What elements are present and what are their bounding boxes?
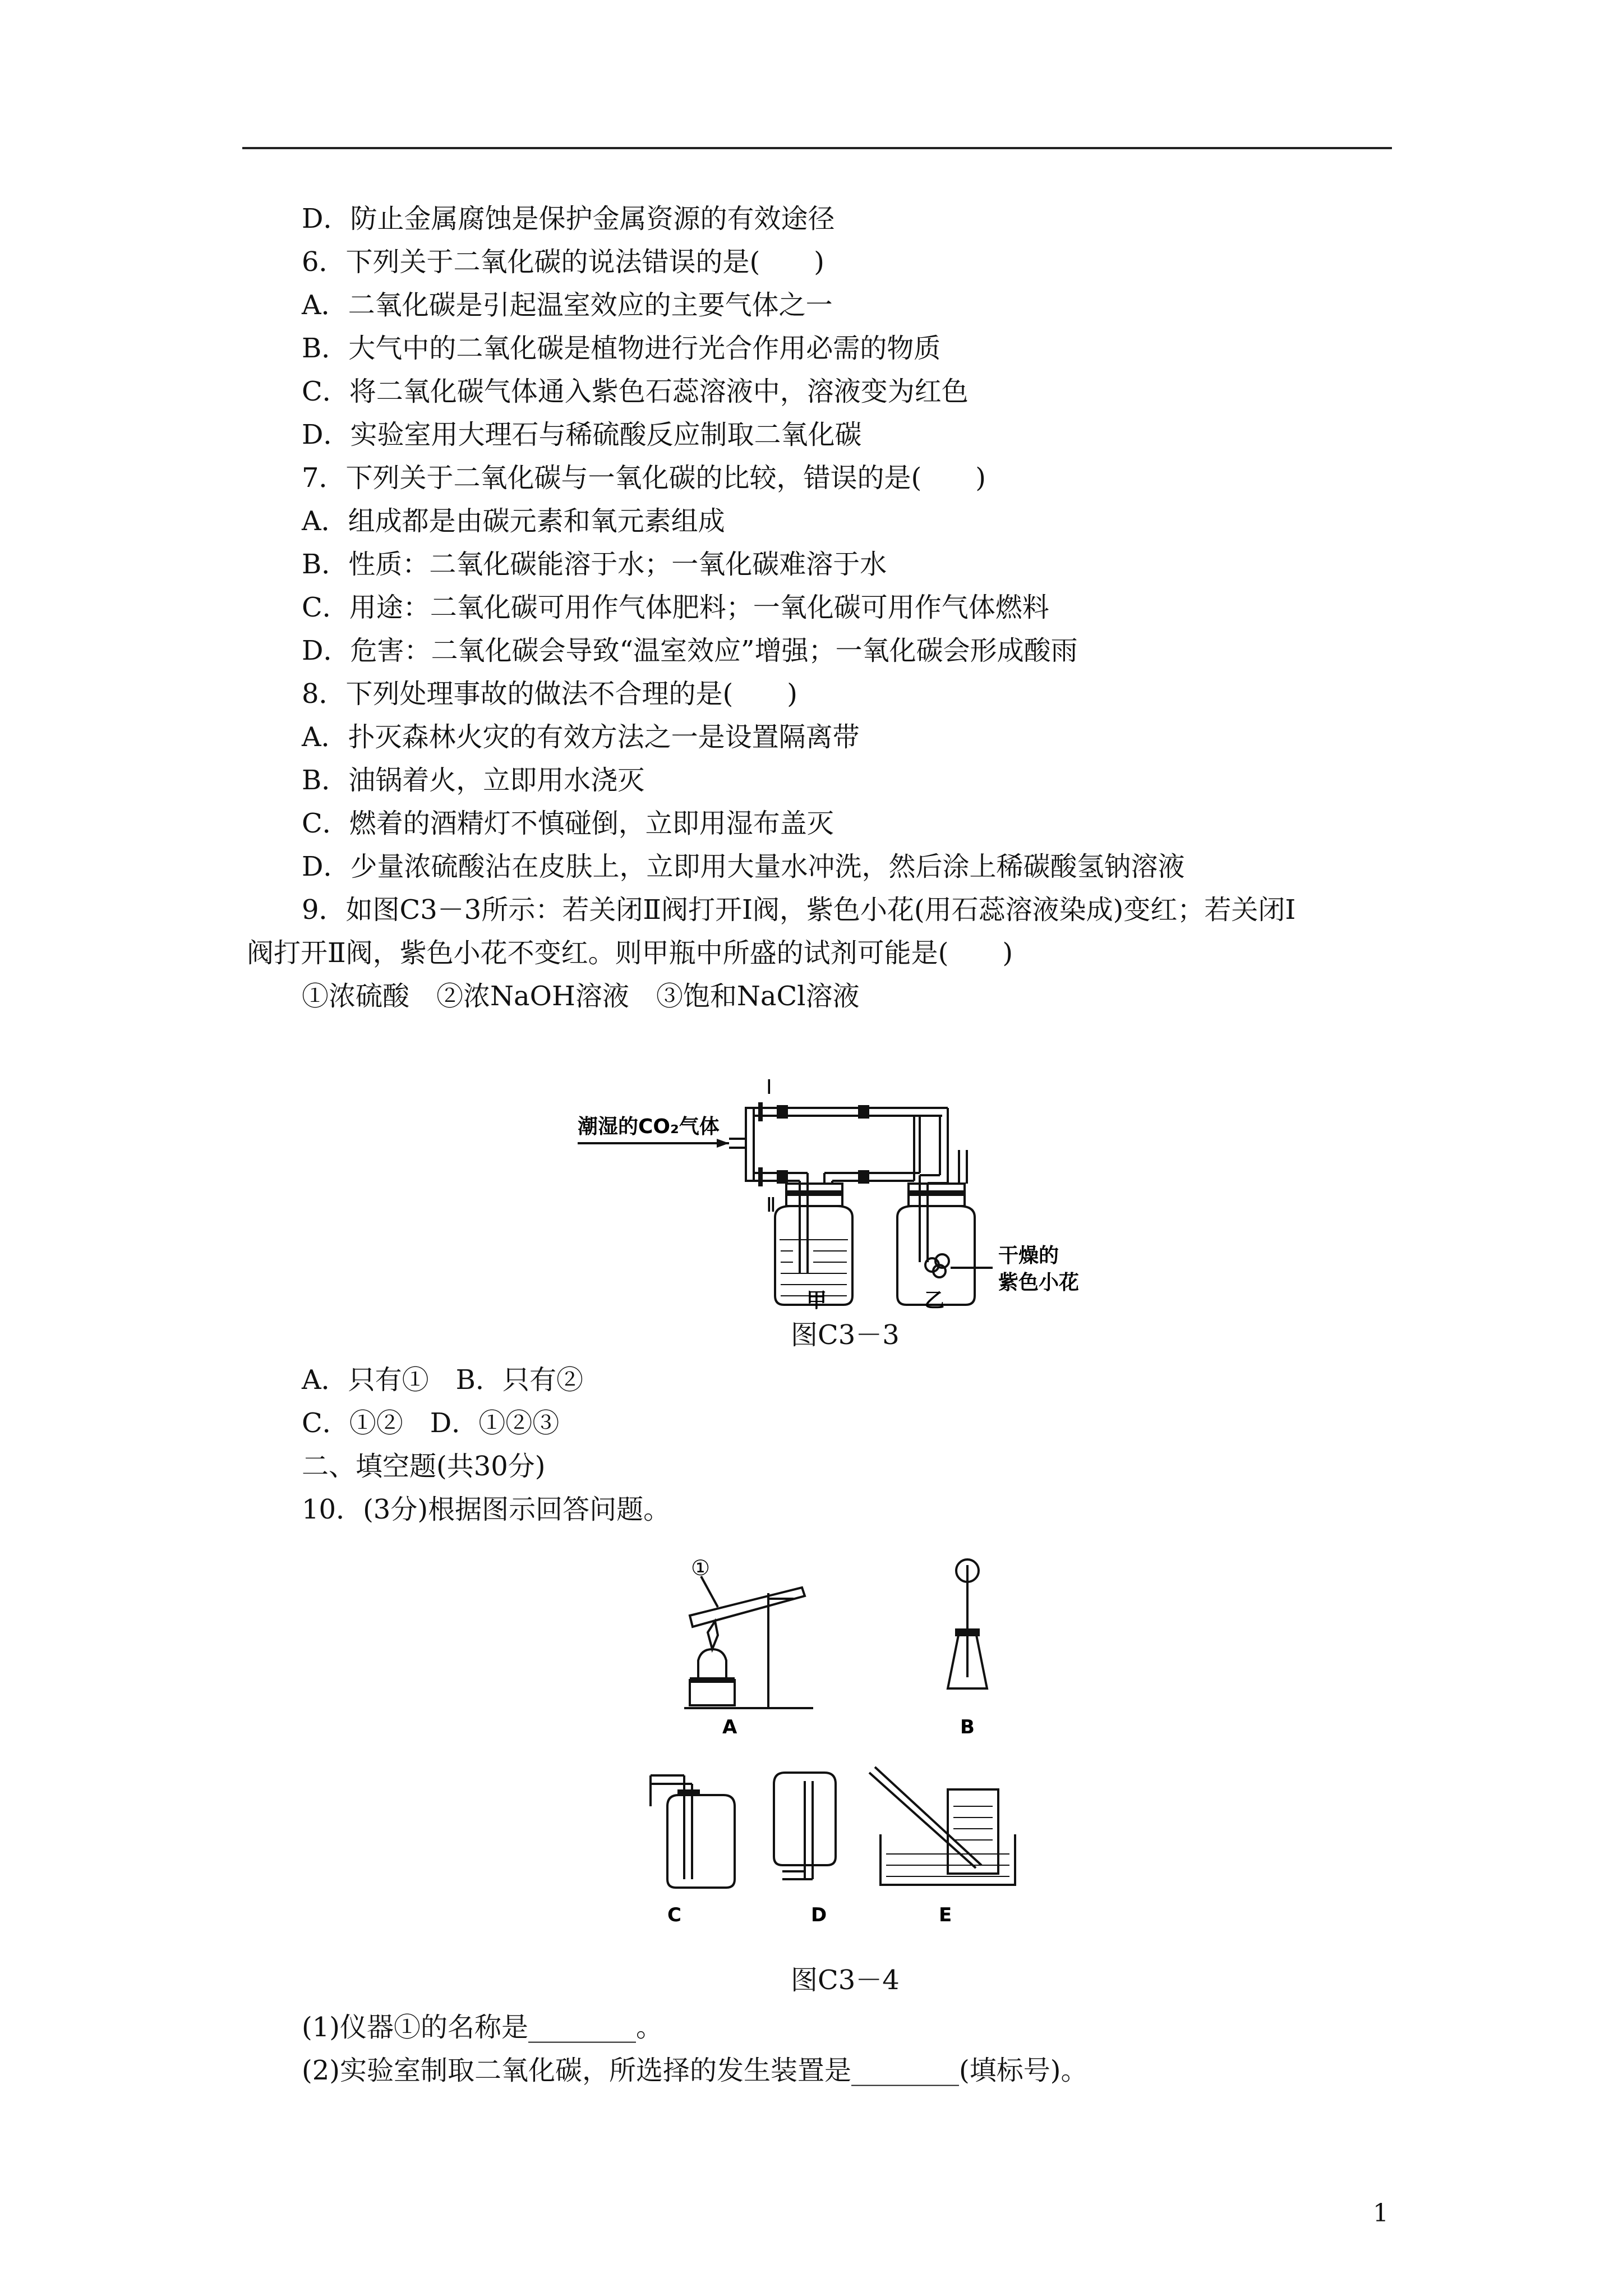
bottle-a-label: 甲 <box>806 1289 827 1312</box>
text-line: A．二氧化碳是引起温室效应的主要气体之一 <box>302 289 833 321</box>
text-line: A．组成都是由碳元素和氧元素组成 <box>302 505 725 537</box>
text-line: D．危害：二氧化碳会导致“温室效应”增强；一氧化碳会形成酸雨 <box>302 635 1078 666</box>
text-line: C．①② D．①②③ <box>302 1407 560 1439</box>
text-line: 7．下列关于二氧化碳与一氧化碳的比较，错误的是( ) <box>302 462 986 494</box>
figure-c3-3-caption: 图C3－3 <box>791 1319 900 1351</box>
apparatus-label-e: E <box>939 1904 952 1926</box>
page-number: 1 <box>1373 2199 1389 2228</box>
apparatus-label-b: B <box>960 1716 975 1738</box>
instrument-marker: ① <box>691 1556 711 1580</box>
figure-c3-4 <box>645 1543 1071 1935</box>
flower-label-line1: 干燥的 <box>998 1244 1059 1267</box>
valve-1-label: Ⅰ <box>766 1076 772 1099</box>
text-line: D．防止金属腐蚀是保护金属资源的有效途径 <box>302 203 835 234</box>
text-line: 6．下列关于二氧化碳的说法错误的是( ) <box>302 246 824 278</box>
apparatus-label-c: C <box>667 1904 681 1926</box>
text-line: A．扑灭森林火灾的有效方法之一是设置隔离带 <box>302 721 860 753</box>
valve-2-label: Ⅱ <box>766 1194 776 1217</box>
flower-label-line2: 紫色小花 <box>998 1271 1080 1294</box>
apparatus-label-d: D <box>811 1904 827 1926</box>
text-line: C．用途：二氧化碳可用作气体肥料；一氧化碳可用作气体燃料 <box>302 592 1049 623</box>
text-line: ①浓硫酸 ②浓NaOH溶液 ③饱和NaCl溶液 <box>302 981 860 1012</box>
text-line: 二、填空题(共30分) <box>302 1451 546 1482</box>
text-line: 10．(3分)根据图示回答问题。 <box>302 1494 671 1525</box>
bottle-b-label: 乙 <box>924 1289 945 1312</box>
text-line: A．只有① B．只有② <box>302 1364 583 1396</box>
text-line: (1)仪器①的名称是________。 <box>302 2012 663 2043</box>
text-line: D．少量浓硫酸沾在皮肤上，立即用大量水冲洗，然后涂上稀碳酸氢钠溶液 <box>302 851 1185 882</box>
text-line: B．油锅着火，立即用水浇灭 <box>302 765 645 796</box>
figure-c3-4-caption: 图C3－4 <box>791 1964 900 1996</box>
figure-c3-3 <box>578 1049 1138 1313</box>
header-rule <box>242 147 1392 149</box>
text-line: 8．下列处理事故的做法不合理的是( ) <box>302 678 797 710</box>
text-line: D．实验室用大理石与稀硫酸反应制取二氧化碳 <box>302 419 862 450</box>
text-line: B．大气中的二氧化碳是植物进行光合作用必需的物质 <box>302 333 941 364</box>
text-line: C．燃着的酒精灯不慎碰倒，立即用湿布盖灭 <box>302 808 834 839</box>
text-line: 9．如图C3－3所示：若关闭Ⅱ阀打开Ⅰ阀，紫色小花(用石蕊溶液染成)变红；若关闭Ⅰ <box>302 894 1296 926</box>
text-line: 阀打开Ⅱ阀，紫色小花不变红。则甲瓶中所盛的试剂可能是( ) <box>247 937 1013 969</box>
apparatus-label-a: A <box>722 1716 737 1738</box>
text-line: C．将二氧化碳气体通入紫色石蕊溶液中，溶液变为红色 <box>302 376 969 407</box>
gas-label: 潮湿的CO₂气体 <box>578 1115 720 1138</box>
text-line: (2)实验室制取二氧化碳，所选择的发生装置是________(填标号)。 <box>302 2055 1088 2086</box>
text-line: B．性质：二氧化碳能溶于水；一氧化碳难溶于水 <box>302 549 887 580</box>
